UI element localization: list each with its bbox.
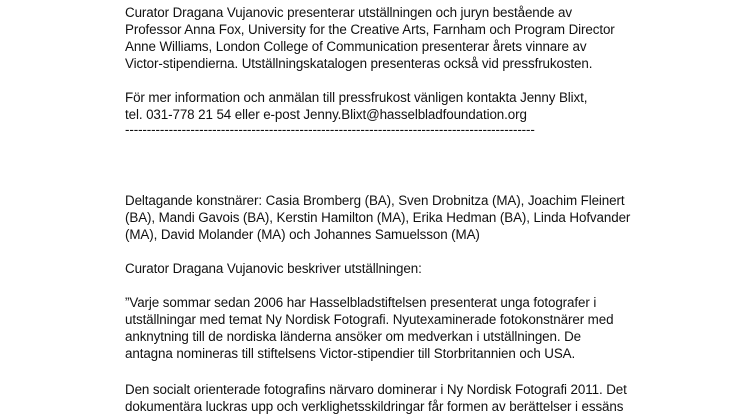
text-line: Curator Dragana Vujanovic presenterar utställningen och juryn bestående av [125,5,572,20]
quote-line: ”Varje sommar sedan 2006 har Hasselbladstiftelsen presenterat unga fotografer i [125,295,597,310]
text-line: Victor-stipendierna. Utställningskatalogen presenteras också vid pressfrukosten. [125,56,593,71]
quote-line: utställningar med temat Ny Nordisk Fotografi. Nyutexaminerade fotokonstnärer med [125,312,614,327]
quote-line: antagna nomineras till stiftelsens Victor-stipendier till Storbritannien och USA. [125,346,576,361]
contact-email-line: tel. 031-778 21 54 eller e-post Jenny.Blixt@hasselbladfoundation.org [125,107,527,122]
contact-line: För mer information och anmälan till pressfrukost vänligen kontakta Jenny Blixt, [125,90,588,105]
quote-line: anknytning till de nordiska länderna ansöker om medverkan i utställningen. De [125,329,582,344]
paragraph-line: Den socialt orienterade fotografins närvaro dominerar i Ny Nordisk Fotografi 2011. Det [125,382,627,397]
separator-line: ---------------------------------------------------------------------------------------------- [125,122,535,137]
text-line: Anne Williams, London College of Communication presenterar årets vinnare av [125,39,587,54]
text-line: Professor Anna Fox, University for the Creative Arts, Farnham och Program Director [125,22,615,37]
paragraph-line: dokumentära luckras upp och verklighetsskildringar får formen av berättelser i essäns [125,399,624,414]
participants-line: Deltagande konstnärer: Casia Bromberg (BA), Sven Drobnitza (MA), Joachim Fleinert [125,193,625,208]
participants-line: (BA), Mandi Gavois (BA), Kerstin Hamilton (MA), Erika Hedman (BA), Linda Hofvander [125,210,631,225]
curator-intro: Curator Dragana Vujanovic beskriver utställningen: [125,261,422,276]
participants-line: (MA), David Molander (MA) och Johannes Samuelsson (MA) [125,227,480,242]
